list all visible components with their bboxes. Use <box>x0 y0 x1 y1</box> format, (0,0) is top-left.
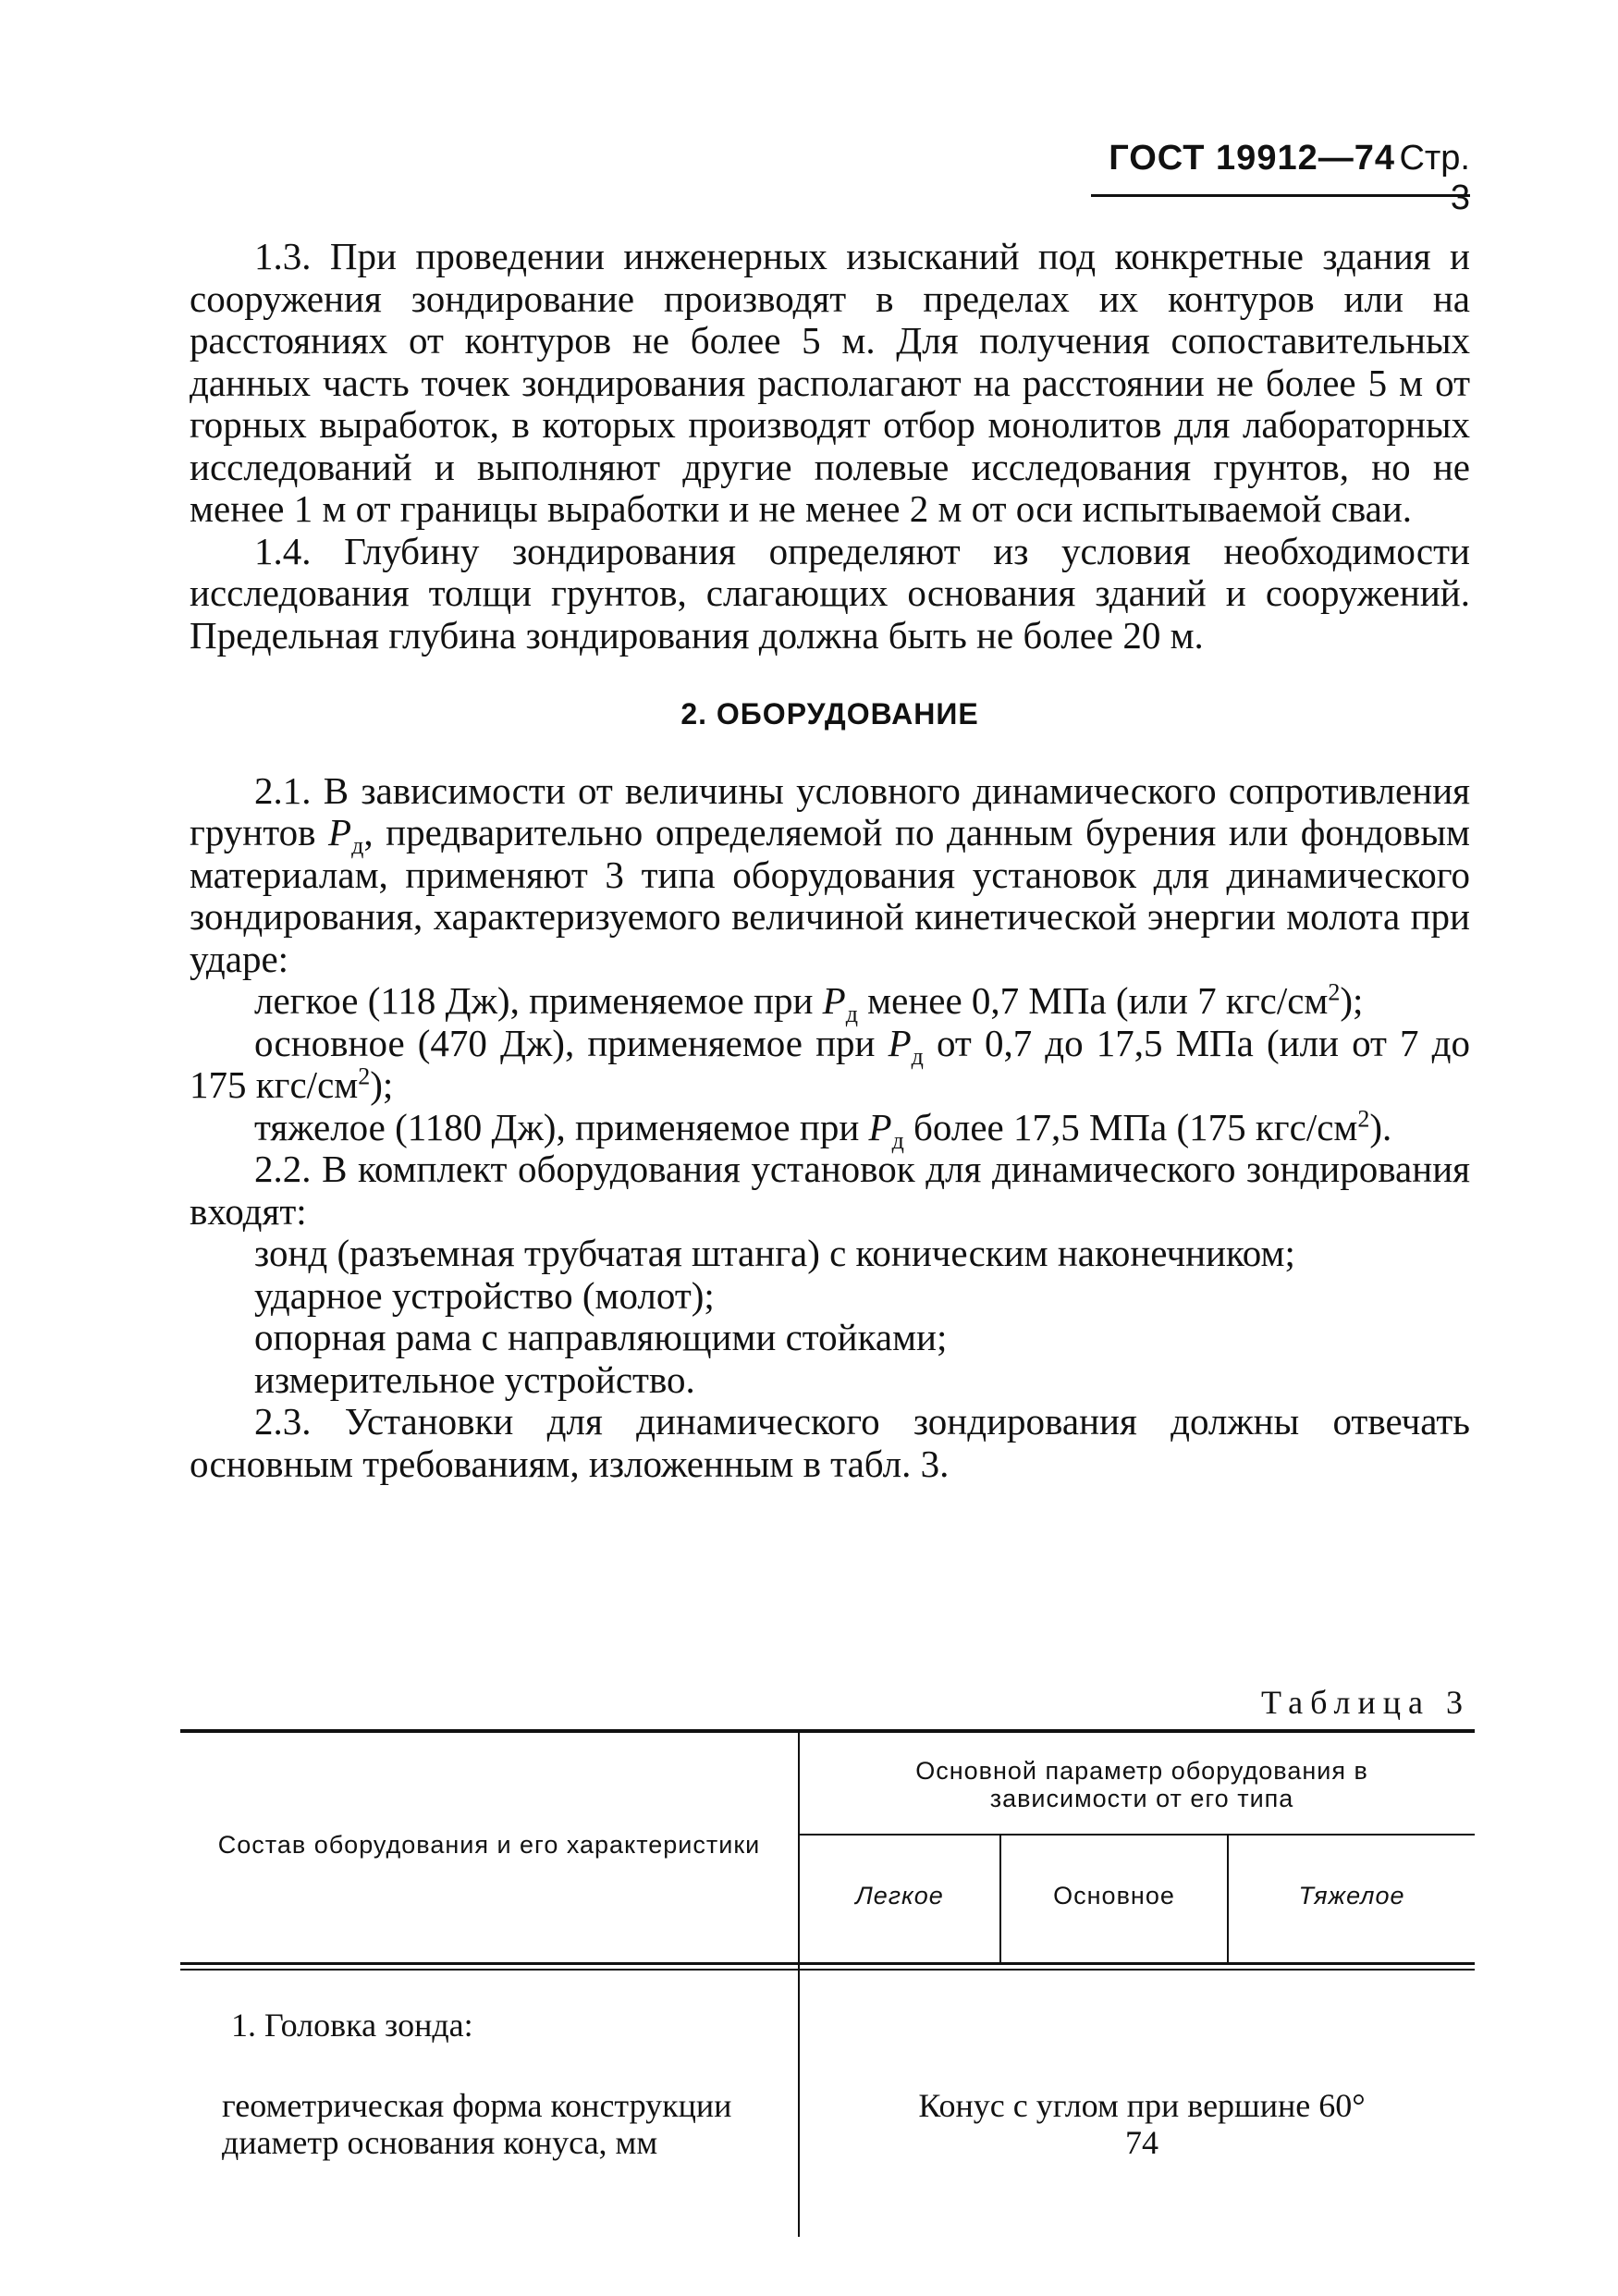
header-rule-1 <box>180 1962 1475 1965</box>
table-caption: Таблица 3 <box>1261 1684 1470 1721</box>
light-text-c: ); <box>1340 979 1364 1022</box>
standard-number: ГОСТ 19912—74 <box>1109 139 1395 178</box>
clause-2-1-text-a: 2.1. В зависимости от величины условного динамического сопротивления грунтов <box>190 768 1470 853</box>
group-header-rule <box>798 1834 1475 1836</box>
header-rule-2 <box>180 1969 1475 1971</box>
row-geometric-shape: геометрическая форма конструкции <box>222 2087 732 2124</box>
clause-1-3: 1.3. При проведении инженерных изысканий под конкретные здания и сооружения зондирование производят в пределах их контуров или на расстояниях от контуров не более 5 м. Для получения сопоставительных данных часть точек зондирования располагают на расстоянии не более 5 м от горных выработок, в которых производят отбор монолитов для лабораторных исследований и выполняют другие полевые исследования грунтов, но не менее 1 м от границы выработки и не менее 2 м от оси испытываемой сваи. <box>190 235 1470 530</box>
symbol-d: д <box>891 1126 904 1154</box>
superscript-2: 2 <box>1328 978 1341 1006</box>
body-text <box>190 236 1470 1485</box>
kit-item-hammer: ударное устройство (молот); <box>254 1273 715 1317</box>
section-title: 2. ОБОРУДОВАНИЕ <box>680 697 979 731</box>
heavy-text-c: ). <box>1369 1105 1392 1148</box>
light-text-a: легкое (118 Дж), применяемое при <box>254 979 823 1022</box>
equipment-main <box>190 1023 1470 1107</box>
light-text-b: менее 0,7 МПа (или 7 кгс/см <box>857 979 1329 1022</box>
superscript-2: 2 <box>1357 1104 1370 1132</box>
column-divider <box>798 1733 800 2237</box>
table-3 <box>180 1729 1475 2247</box>
symbol-p: P <box>822 979 846 1022</box>
header-heavy: Тяжелое <box>1298 1882 1405 1909</box>
row-cone-diameter: диаметр основания конуса, мм <box>222 2124 658 2161</box>
kit-item-measuring-device: измерительное устройство. <box>254 1357 695 1401</box>
main-text-c: ); <box>370 1063 394 1106</box>
value-cone-diameter: 74 <box>1125 2124 1158 2161</box>
header-light: Легкое <box>855 1882 944 1909</box>
header-param-group: Основной параметр оборудования в зависимости от его типа <box>915 1757 1368 1812</box>
main-text-b: от 0,7 до 17,5 МПа (или от 7 до 175 кгс/см <box>190 1021 1471 1106</box>
symbol-p: P <box>868 1105 892 1148</box>
value-cone-shape: Конус с углом при вершине 60° <box>918 2087 1366 2124</box>
symbol-p: P <box>328 811 352 853</box>
page-number: Стр. 3 <box>1399 139 1470 217</box>
header-composition: Состав оборудования и его характеристики <box>217 1831 761 1859</box>
equipment-heavy <box>190 1104 1470 1154</box>
clause-2-3: 2.3. Установки для динамического зондирования должны отвечать основным требованиям, изложенным в табл. 3. <box>190 1400 1470 1485</box>
clause-2-1-text-b: , предварительно определяемой по данным бурения или фондовым материалам, применяют 3 типа оборудования установок для динамического зондирования, характеризуемого величиной кинетической энергии молота при ударе: <box>190 811 1471 980</box>
superscript-2: 2 <box>358 1062 371 1090</box>
table-top-rule <box>180 1729 1475 1733</box>
heavy-text-a: тяжелое (1180 Дж), применяемое при <box>254 1105 869 1148</box>
symbol-d: д <box>845 1001 858 1028</box>
clause-1-4: 1.4. Глубину зондирования определяют из условия необходимости исследования толщи грунтов, слагающих основания зданий и сооружений. Предельная глубина зондирования должна быть не более 20 м. <box>190 529 1470 657</box>
clause-2-1 <box>190 770 1470 981</box>
equipment-light <box>190 978 1470 1028</box>
kit-item-frame: опорная рама с направляющими стойками; <box>254 1316 948 1358</box>
running-header <box>1091 139 1470 217</box>
heavy-text-b: более 17,5 МПа (175 кгс/см <box>903 1105 1358 1148</box>
symbol-d: д <box>911 1042 924 1070</box>
main-text-a: основное (470 Дж), применяемое при <box>254 1021 889 1064</box>
symbol-d: д <box>351 832 364 860</box>
kit-item-probe: зонд (разъемная трубчатая штанга) с коническим наконечником; <box>254 1232 1295 1274</box>
symbol-p: P <box>888 1021 912 1064</box>
header-main: Основное <box>1053 1882 1175 1909</box>
row-probe-head-title: 1. Головка зонда: <box>231 2007 473 2044</box>
clause-2-2: 2.2. В комплект оборудования установок для динамического зондирования входят: <box>190 1148 1470 1233</box>
